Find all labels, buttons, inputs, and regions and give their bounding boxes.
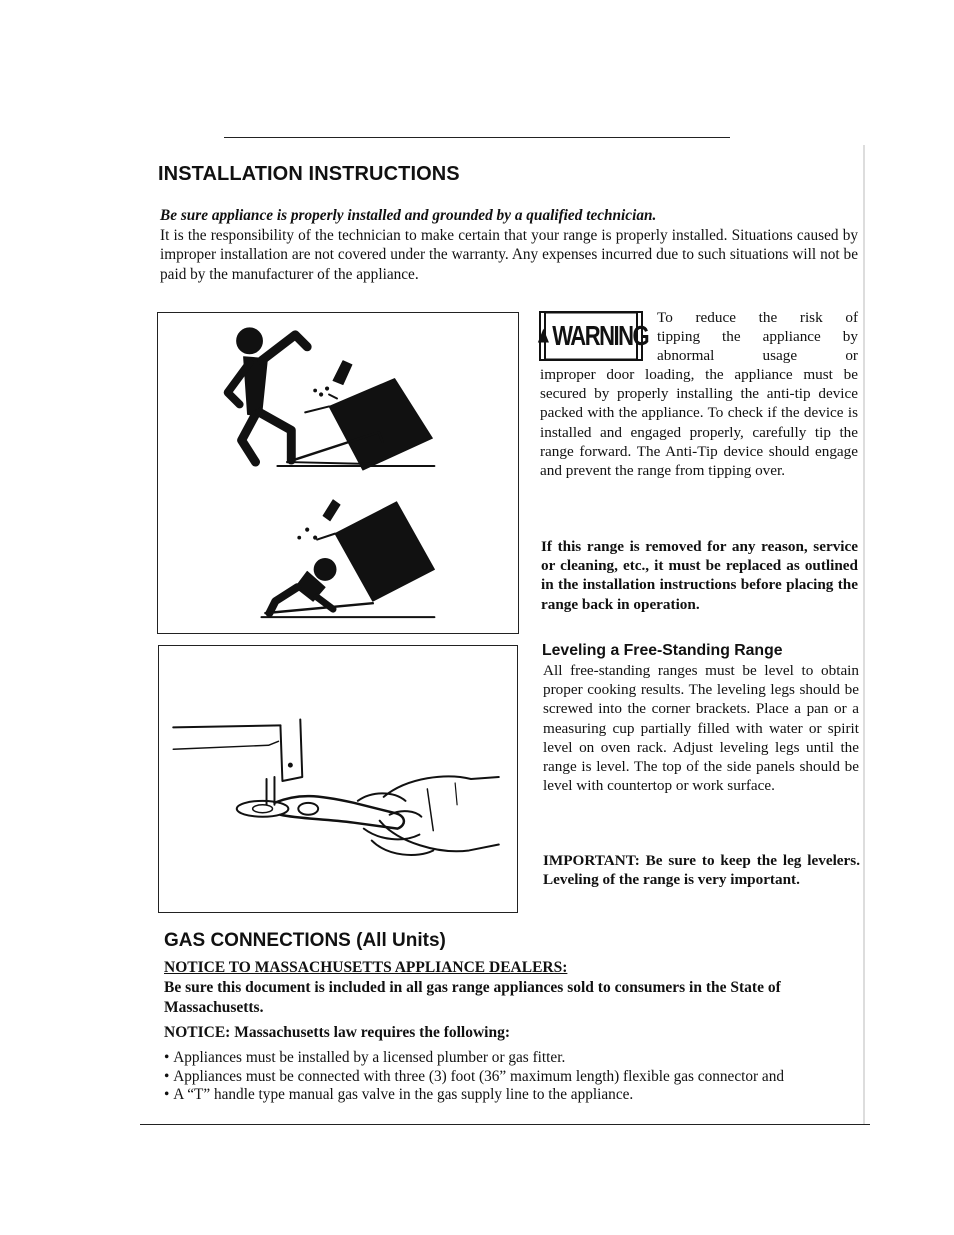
warning-text-intro [657, 308, 858, 366]
warning-line-1: To reduce the risk of [657, 309, 858, 326]
tip-over-figure [158, 313, 518, 633]
warning-badge [533, 311, 649, 361]
warning-line-2: tipping the appliance by [657, 328, 858, 346]
hand-thumb [384, 776, 499, 796]
gas-notice-body: Be sure this document is included in all gas range appliances sold to consumers in the State of Massachusetts. [164, 979, 781, 1016]
range-bottom-edge [173, 725, 280, 727]
adult-leg-left [242, 414, 256, 462]
tip-over-illustration [157, 312, 519, 634]
warning-label: WARNING [552, 319, 649, 351]
leveling-body: All free-standing ranges must be level to obtain proper cooking results. The leveling legs should be screwed into the corner brackets. Place a pan or a measuring cup partially filled with water or spirit level on oven rack. Adjust leveling legs until the range is level. The top of the side panels should be level with countertop or work surface. [543, 662, 859, 795]
leveling-figure [159, 646, 517, 912]
child-leg [269, 587, 297, 613]
gas-requirements-list [164, 1049, 864, 1105]
adult-leg-right [259, 412, 291, 460]
installation-body: It is the responsibility of the technician to make certain that your range is properly installed. Situations caused by improper installation are not covered under the warranty. Any expenses incurred due to such situations will not be paid by the manufacturer of the appliance. [160, 226, 858, 283]
gas-heading: GAS CONNECTIONS (All Units) [164, 930, 446, 951]
removed-notice: If this range is removed for any reason, service or cleaning, etc., it must be replaced as outlined in the installation instructions before placing the range back in operation. [541, 538, 858, 613]
installation-heading: INSTALLATION INSTRUCTIONS [158, 163, 460, 185]
range-corner-bracket [280, 719, 302, 781]
top-divider [224, 137, 730, 138]
tipping-range-top [329, 379, 432, 470]
tipping-range-bottom [335, 502, 434, 601]
warning-triangle-icon: ▲ [533, 322, 552, 349]
falling-pot-top [333, 361, 352, 385]
list-item: • Appliances must be connected with three (3) foot (36” maximum length) flexible gas connector and [164, 1068, 864, 1087]
leveling-heading: Leveling a Free-Standing Range [542, 642, 783, 659]
gas-notice-title: NOTICE TO MASSACHUSETTS APPLIANCE DEALERS: [164, 959, 568, 976]
adult-arm-raised [261, 335, 307, 361]
important-notice: IMPORTANT: Be sure to keep the leg levelers. Leveling of the range is very important. [543, 852, 860, 889]
installation-lead: Be sure appliance is properly installed and grounded by a qualified technician. [160, 207, 657, 224]
installation-intro [160, 206, 858, 284]
bottom-divider [140, 1124, 870, 1125]
warning-text-body: improper door loading, the appliance must be secured by properly installing the anti-tip device packed with the appliance. To check if the device is installed and engaged properly, carefully tip the range forward. The Anti-Tip device should engage and prevent the range from tipping over. [540, 366, 858, 480]
adult-head [237, 328, 263, 354]
warning-line-3: abnormal usage or [657, 347, 858, 365]
list-item: • A “T” handle type manual gas valve in the gas supply line to the appliance. [164, 1086, 864, 1105]
falling-pot-bottom [323, 500, 340, 521]
child-head [314, 558, 336, 580]
leveling-illustration [158, 645, 518, 913]
wrench [274, 796, 403, 829]
hand-palm [380, 821, 499, 852]
list-item: • Appliances must be installed by a licensed plumber or gas fitter. [164, 1049, 864, 1068]
gas-law-title: NOTICE: Massachusetts law requires the following: [164, 1024, 511, 1041]
oven-door-open-bottom [265, 603, 372, 613]
